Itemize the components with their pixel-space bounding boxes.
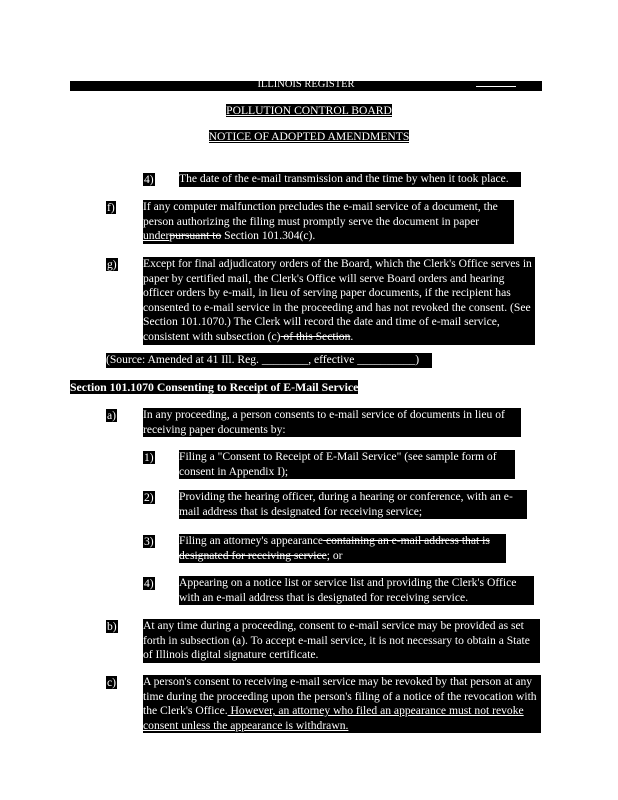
deleted-text: of this Section xyxy=(280,329,351,343)
paragraph-g-label: g) xyxy=(107,258,117,271)
paragraph-a-text: In any proceeding, a person consents to e-mail service of documents in lieu of receiving paper documents by: xyxy=(143,408,521,437)
header-rule xyxy=(476,86,516,87)
inserted-text: under xyxy=(143,229,170,243)
paragraph-c-text: A person's consent to receiving e-mail service may be revoked by that person at any time during the proceeding upon the person's filing of a notice of the revocation with the Clerk's Office. However, an attorney who filed an appearance must not revoke consent unless the appearance is withdrawn. xyxy=(143,675,541,733)
source-note: (Source: Amended at 41 Ill. Reg. ________, effective __________) xyxy=(106,353,432,368)
register-title: ILLINOIS REGISTER xyxy=(257,79,355,90)
item-a1-text: Filing a "Consent to Receipt of E-Mail Service" (see sample form of consent in Appendix I); xyxy=(179,450,515,479)
notice-title-wrap xyxy=(0,130,618,143)
paragraph-f-label: f) xyxy=(107,201,115,214)
board-title: POLLUTION CONTROL BOARD xyxy=(226,104,392,117)
item-a2-text: Providing the hearing officer, during a hearing or conference, with an e-mail address that is designated for receiving service; xyxy=(179,490,527,519)
paragraph-f-text: If any computer malfunction precludes the e-mail service of a document, the person authorizing the filing must promptly serve the document in paper underpursuant to Section 101.304(c). xyxy=(143,200,514,244)
item-a2-label: 2) xyxy=(144,491,154,504)
item-4-label: 4) xyxy=(144,173,154,186)
section-heading-wrap xyxy=(70,380,358,394)
item-a3-label: 3) xyxy=(144,535,154,548)
board-title-wrap xyxy=(0,104,618,117)
item-a4-text: Appearing on a notice list or service list and providing the Clerk's Office with an e-mail address that is designated for receiving service. xyxy=(179,576,534,605)
paragraph-g-text: Except for final adjudicatory orders of the Board, which the Clerk's Office serves in paper by certified mail, the Clerk's Office will serve Board orders and hearing officer orders by e-mail, in lieu of serving paper documents, if the recipient has consented to e-mail service in the proceeding and has not revoked the consent. (See Section 101.1070.) The Clerk will record the date and time of e-mail service, consistent with subsection (c) of this Section. xyxy=(143,257,535,345)
notice-title: NOTICE OF ADOPTED AMENDMENTS xyxy=(208,130,410,143)
paragraph-c-label: c) xyxy=(107,676,117,689)
section-heading: Section 101.1070 Consenting to Receipt of E-Mail Service xyxy=(70,380,359,394)
deleted-text: pursuant to xyxy=(169,229,222,243)
item-4-text: The date of the e-mail transmission and the time by when it took place. xyxy=(179,172,521,187)
item-a1-label: 1) xyxy=(144,451,154,464)
item-a4-label: 4) xyxy=(144,577,154,590)
paragraph-b-label: b) xyxy=(107,620,117,633)
inserted-text: However, an attorney who filed an appearance must not revoke consent unless the appearance is withdrawn. xyxy=(143,704,524,732)
paragraph-a-label: a) xyxy=(107,409,117,422)
item-a3-text: Filing an attorney's appearance containing an e-mail address that is designated for receiving service; or xyxy=(179,534,506,563)
deleted-text: containing an e-mail address that is designated for receiving service xyxy=(179,534,490,562)
paragraph-b-text: At any time during a proceeding, consent to e-mail service may be provided as set forth in subsection (a). To accept e-mail service, it is not necessary to obtain a State of Illinois digital signature certificate. xyxy=(143,619,540,663)
